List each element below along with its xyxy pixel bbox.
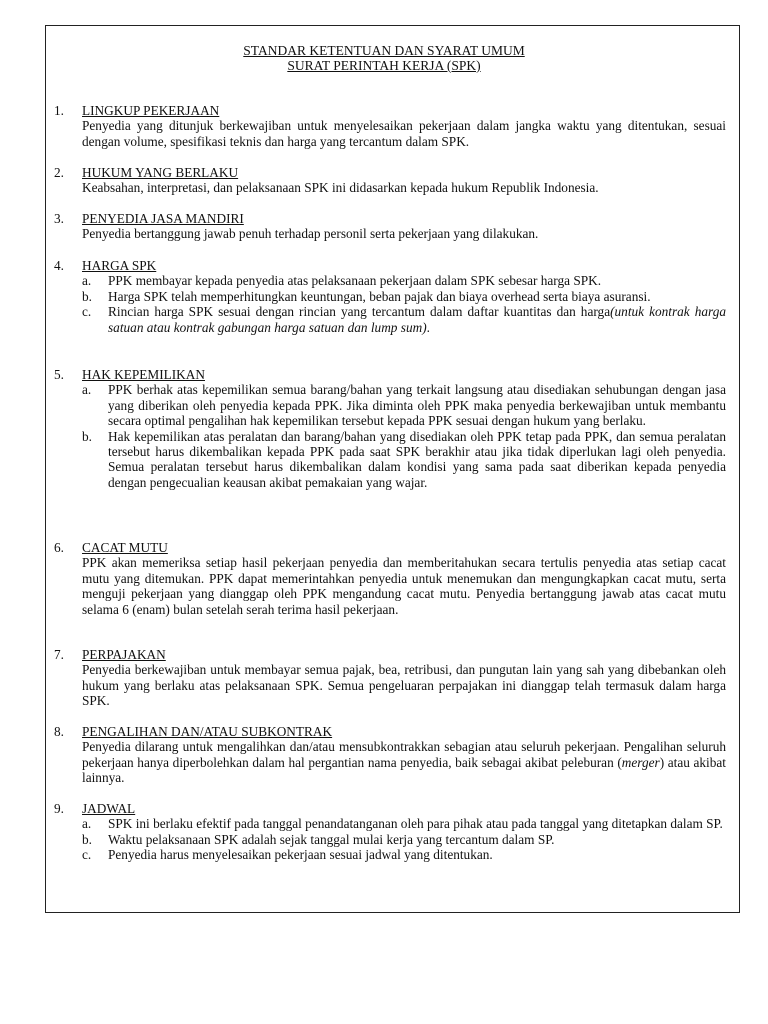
item-letter: b. xyxy=(82,428,92,444)
section-title: CACAT MUTU xyxy=(82,540,168,555)
list-item xyxy=(82,273,726,288)
item-italic-text: (untuk kontrak harga satuan atau kontrak gabungan harga satuan dan lump sum) xyxy=(108,304,726,335)
item-text-container xyxy=(108,304,726,335)
list-item xyxy=(82,816,726,831)
section-body: Penyedia bertanggung jawab penuh terhadap personil serta pekerjaan yang dilakukan. xyxy=(82,226,539,242)
item-letter: b. xyxy=(82,831,92,847)
item-text-tail: . xyxy=(426,319,430,335)
section-title: PENGALIHAN DAN/ATAU SUBKONTRAK xyxy=(82,724,333,739)
section-body: Penyedia berkewajiban untuk membayar semua pajak, bea, retribusi, dan pungutan lain yang sah yang dibebankan oleh hukum yang berlaku atas pelaksanaan SPK. Semua pengeluaran perpajakan ini dianggap telah termasuk dalam harga SPK. xyxy=(82,662,726,709)
body-italic-text: merger xyxy=(621,754,660,770)
item-letter: c. xyxy=(82,304,92,320)
section-penyedia-jasa-mandiri xyxy=(54,211,726,242)
item-text: Harga SPK telah memperhitungkan keuntungan, beban pajak dan biaya overhead serta biaya asuransi. xyxy=(108,288,651,304)
item-text: Waktu pelaksanaan SPK adalah sejak tanggal mulai kerja yang tercantum dalam SP. xyxy=(108,831,555,847)
list-item xyxy=(82,847,726,862)
body-text-tail: ) atau akibat lainnya. xyxy=(82,754,726,786)
section-number: 5. xyxy=(54,367,64,382)
item-letter: a. xyxy=(82,816,92,832)
section-body: Keabsahan, interpretasi, dan pelaksanaan SPK ini didasarkan kepada hukum Republik Indonesia. xyxy=(82,180,599,196)
item-letter: a. xyxy=(82,382,92,398)
item-letter: b. xyxy=(82,288,92,304)
section-number: 3. xyxy=(54,211,64,226)
document-title: STANDAR KETENTUAN DAN SYARAT UMUM xyxy=(243,43,525,58)
section-title: PERPAJAKAN xyxy=(82,647,166,662)
section-hak-kepemilikan xyxy=(54,367,726,490)
section-number: 7. xyxy=(54,647,64,662)
item-text: Hak kepemilikan atas peralatan dan barang/bahan yang disediakan oleh PPK tetap pada PPK, dan semua peralatan tersebut harus dikembalikan kepada PPK pada saat SPK berakhir atau jika tidak diperlukan lagi oleh penyedia. Semua peralatan tersebut harus dikembalikan dalam kondisi yang sama pada saat diberikan kepada penyedia dengan pengecualian keausan akibat pemakaian yang wajar. xyxy=(108,428,726,490)
section-number: 1. xyxy=(54,103,64,118)
section-lingkup-pekerjaan xyxy=(54,103,726,149)
section-cacat-mutu xyxy=(54,540,726,617)
section-number: 9. xyxy=(54,801,64,816)
section-body: PPK akan memeriksa setiap hasil pekerjaan penyedia dan memberitahukan secara tertulis penyedia atas setiap cacat mutu yang ditemukan. PPK dapat memerintahkan penyedia untuk menemukan dan mengungkapkan cacat mutu, serta menguji pekerjaan yang dianggap oleh PPK mengandung cacat mutu. Penyedia bertanggung jawab atas cacat mutu selama 6 (enam) bulan setelah serah terima hasil pekerjaan. xyxy=(82,555,726,617)
list-item xyxy=(82,832,726,847)
item-text: PPK membayar kepada penyedia atas pelaksanaan pekerjaan dalam SPK sebesar harga SPK. xyxy=(108,273,602,289)
section-title: LINGKUP PEKERJAAN xyxy=(82,103,220,118)
section-number: 4. xyxy=(54,258,64,273)
sub-list xyxy=(82,273,726,335)
section-title: PENYEDIA JASA MANDIRI xyxy=(82,211,244,226)
list-item xyxy=(82,304,726,335)
document-subtitle: SURAT PERINTAH KERJA (SPK) xyxy=(287,58,481,73)
section-title: HUKUM YANG BERLAKU xyxy=(82,165,239,180)
item-letter: a. xyxy=(82,273,92,289)
section-number: 6. xyxy=(54,540,64,555)
section-title: HARGA SPK xyxy=(82,258,157,273)
section-perpajakan xyxy=(54,647,726,709)
section-harga-spk xyxy=(54,258,726,335)
list-item xyxy=(82,382,726,428)
item-text: PPK berhak atas kepemilikan semua barang/bahan yang terkait langsung atau disediakan sehubungan dengan jasa yang diberikan oleh penyedia kepada PPK. Jika diminta oleh PPK maka penyedia berkewajiban untuk membantu secara optimal pengalihan hak kepemilikan tersebut kepada PPK sesuai dengan hukum yang berlaku. xyxy=(108,382,726,429)
item-text: Penyedia harus menyelesaikan pekerjaan sesuai jadwal yang ditentukan. xyxy=(108,847,493,863)
section-number: 2. xyxy=(54,165,64,180)
section-jadwal xyxy=(54,801,726,863)
body-text: Penyedia dilarang untuk mengalihkan dan/atau mensubkontrakkan sebagian atau seluruh pekerjaan. Pengalihan seluruh pekerjaan hanya diperbolehkan dalam hal pergantian nama penyedia, baik sebagai akibat peleburan ( xyxy=(82,739,726,770)
section-body xyxy=(82,739,726,785)
section-number: 8. xyxy=(54,724,64,739)
item-letter: c. xyxy=(82,847,92,863)
section-body: Penyedia yang ditunjuk berkewajiban untuk menyelesaikan pekerjaan dalam jangka waktu yang ditentukan, sesuai dengan volume, spesifikasi teknis dan harga yang tercantum dalam SPK. xyxy=(82,118,726,149)
section-title: HAK KEPEMILIKAN xyxy=(82,367,205,382)
item-text: SPK ini berlaku efektif pada tanggal penandatanganan oleh para pihak atau pada tanggal yang ditetapkan dalam SP. xyxy=(108,816,723,832)
section-pengalihan-subkontrak xyxy=(54,724,726,786)
section-hukum-yang-berlaku xyxy=(54,165,726,196)
section-title: JADWAL xyxy=(82,801,136,816)
item-text: Rincian harga SPK sesuai dengan rincian yang tercantum dalam daftar kuantitas dan harga xyxy=(108,304,611,320)
list-item xyxy=(82,429,726,491)
sub-list xyxy=(82,816,726,862)
sub-list xyxy=(82,382,726,490)
list-item xyxy=(82,289,726,304)
